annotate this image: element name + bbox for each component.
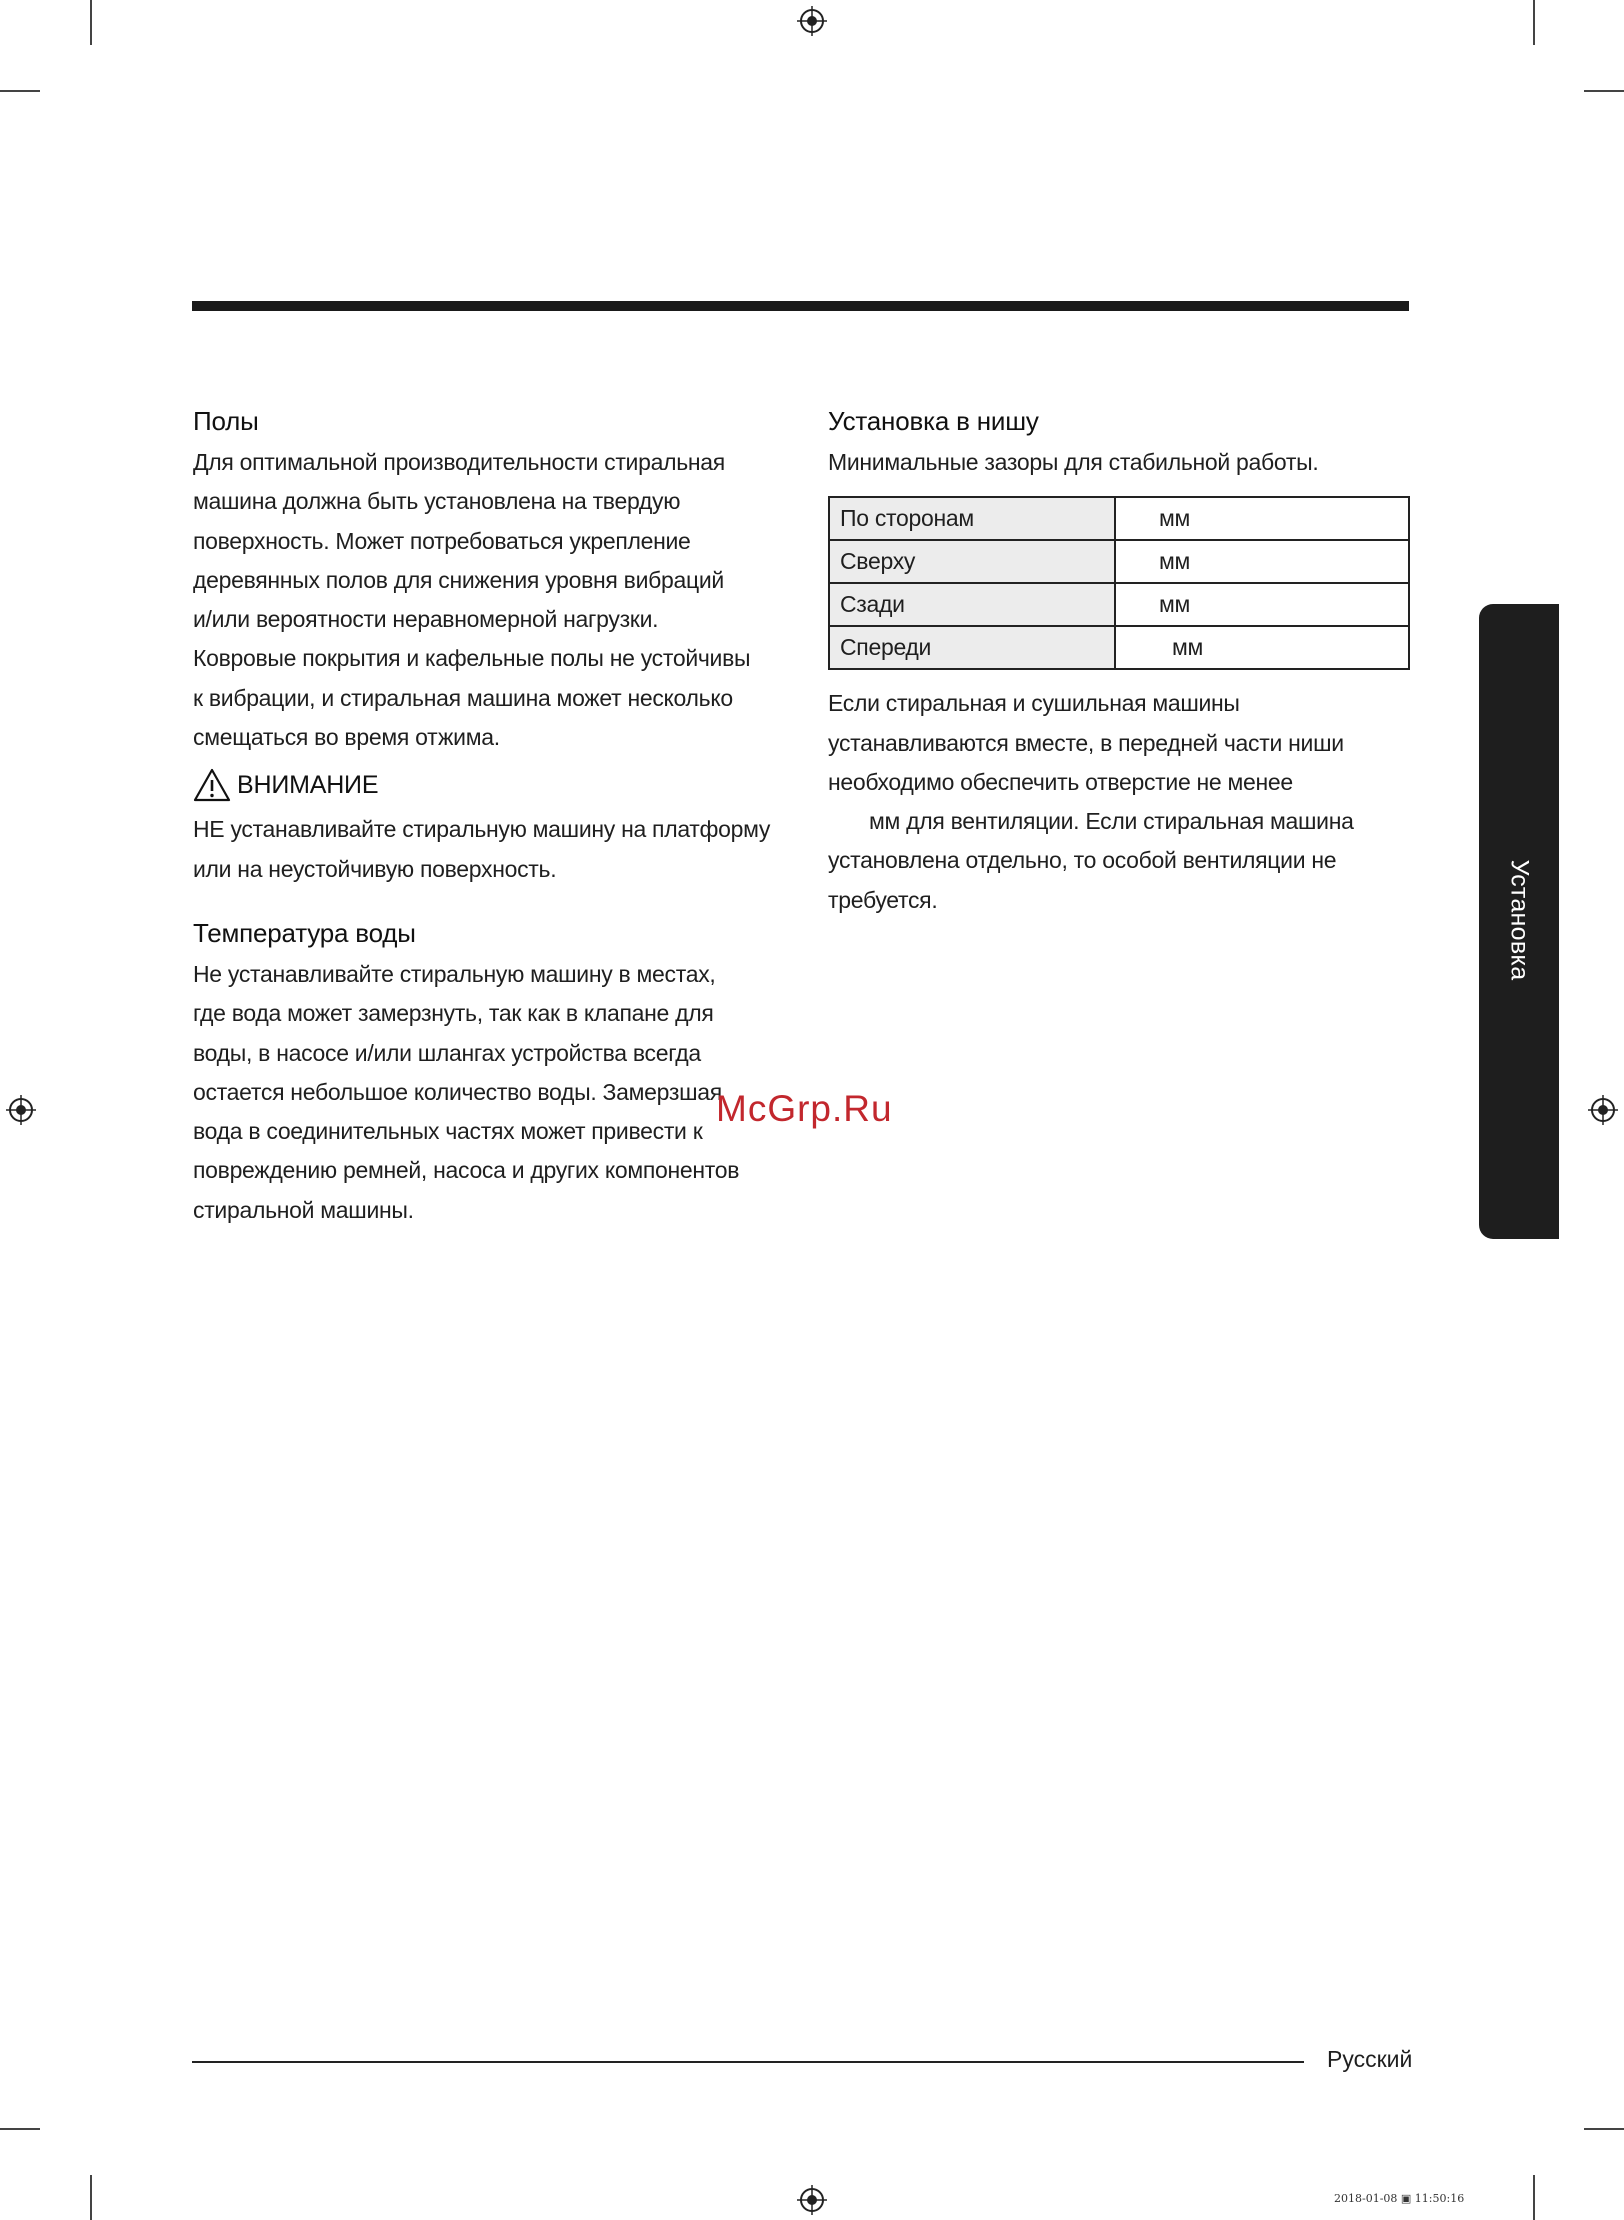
table-row	[829, 540, 1409, 583]
warning-text: НЕ устанавливайте стиральную машину на платформу или на неустойчивую поверхность.	[193, 816, 771, 882]
niche-intro: Минимальные зазоры для стабильной работы.	[828, 449, 1319, 475]
crop-mark	[0, 2128, 40, 2130]
clearance-table	[828, 496, 1410, 670]
crop-mark	[1584, 90, 1624, 92]
table-row	[829, 497, 1409, 540]
warning-label: ВНИМАНИЕ	[237, 770, 379, 799]
section-side-tab	[1479, 604, 1559, 1239]
registration-mark-icon	[6, 1095, 36, 1125]
registration-mark-icon	[797, 6, 827, 36]
print-info: 2018-01-08 ▣ 11:50:16	[1334, 2192, 1465, 2205]
side-tab-label: Установка	[1505, 859, 1534, 981]
header-rule	[192, 301, 1409, 311]
warning-icon	[193, 768, 231, 802]
right-column	[828, 403, 1410, 920]
table-cell-label: По сторонам	[829, 497, 1115, 540]
niche-title: Установка в нишу	[828, 406, 1039, 436]
niche-text: Если стиральная и сушильная машины устанавливаются вместе, в передней части ниши необходимо обеспечить отверстие не менее мм для вентиляции. Если стиральная машина установлена отдельно, то особой вентиляции не требуется.	[828, 690, 1354, 913]
registration-mark-icon	[797, 2185, 827, 2215]
floors-text: Для оптимальной производительности стиральная машина должна быть установлена на твердую поверхность. Может потребоваться укрепление деревянных полов для снижения уровня вибраций и/или вероятности неравномерной нагрузки. Ковровые покрытия и кафельные полы не устойчивы к вибрации, и стиральная машина может несколько смещаться во время отжима.	[193, 449, 751, 751]
table-row	[829, 583, 1409, 626]
table-cell-value: мм	[1115, 540, 1409, 583]
footer-rule	[192, 2061, 1304, 2063]
watermark: McGrp.Ru	[716, 1088, 893, 1129]
table-cell-label: Сверху	[829, 540, 1115, 583]
crop-mark	[90, 0, 92, 45]
water-temp-title: Температура воды	[193, 917, 416, 948]
table-cell-label: Сзади	[829, 583, 1115, 626]
table-cell-label: Спереди	[829, 626, 1115, 669]
crop-mark	[1533, 0, 1535, 45]
table-row	[829, 626, 1409, 669]
table-cell-value: мм	[1115, 626, 1409, 669]
table-cell-value: мм	[1115, 583, 1409, 626]
crop-mark	[1584, 2128, 1624, 2130]
crop-mark	[1533, 2175, 1535, 2220]
floors-title: Полы	[193, 406, 259, 436]
crop-mark	[90, 2175, 92, 2220]
warning-heading	[193, 766, 793, 804]
left-column	[193, 403, 793, 1230]
crop-mark	[0, 90, 40, 92]
footer-language: Русский	[1327, 2046, 1413, 2072]
table-cell-value: мм	[1115, 497, 1409, 540]
water-temp-text: Не устанавливайте стиральную машину в местах, где вода может замерзнуть, так как в клапане для воды, в насосе и/или шлангах устройства всегда остается небольшое количество воды. Замерзшая вода в соединительных частях может привести к повреждению ремней, насоса и других компонентов стиральной машины.	[193, 960, 740, 1223]
registration-mark-icon	[1588, 1095, 1618, 1125]
